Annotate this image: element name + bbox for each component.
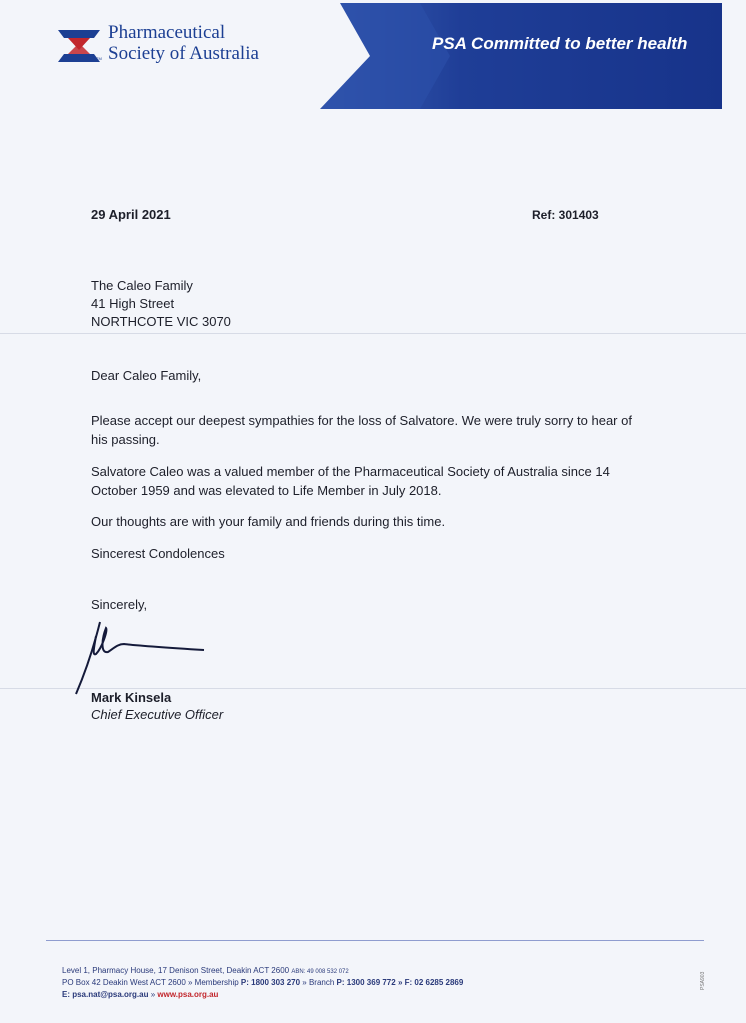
footer-abn: ABN: 49 008 532 072: [291, 969, 349, 975]
fold-crease-top: [0, 333, 746, 334]
footer-email: E: psa.nat@psa.org.au: [62, 990, 149, 999]
footer-separator: »: [148, 990, 158, 999]
footer-po-box: PO Box 42 Deakin West ACT 2600 » Membership: [62, 978, 241, 987]
footer-line1: [62, 966, 349, 977]
footer-website: www.psa.org.au: [157, 990, 219, 999]
signer-title: Chief Executive Officer: [91, 707, 224, 722]
signer-name: Mark Kinsela: [91, 690, 172, 705]
closing: Sincerely,: [91, 597, 148, 612]
footer-line3: [62, 990, 218, 1000]
letter-reference: Ref: 301403: [532, 208, 599, 222]
paragraph-line: his passing.: [91, 432, 160, 447]
psa-logo-icon: [56, 26, 102, 71]
paragraph-line: Our thoughts are with your family and friends during this time.: [91, 514, 446, 529]
fax-number: » F: 02 6285 2869: [395, 978, 464, 987]
footer-divider: [46, 940, 704, 941]
banner-tagline: PSA Committed to better health: [432, 34, 688, 53]
paragraph-line: October 1959 and was elevated to Life Member in July 2018.: [91, 483, 442, 498]
salutation: Dear Caleo Family,: [91, 368, 202, 383]
form-code: PSA903: [700, 971, 706, 990]
footer-line2: [62, 978, 463, 988]
paragraph-line: Sincerest Condolences: [91, 546, 225, 561]
paragraph-line: Please accept our deepest sympathies for the loss of Salvatore. We were truly sorry to hear of: [91, 413, 632, 428]
letter-date: 29 April 2021: [91, 207, 171, 222]
signature-icon: [72, 618, 212, 698]
logo-line2: Society of Australia: [108, 43, 259, 64]
branch-phone: P: 1300 369 772: [336, 978, 396, 987]
address-line: 41 High Street: [91, 296, 175, 311]
header-banner: [320, 3, 722, 109]
paragraph-line: Salvatore Caleo was a valued member of the Pharmaceutical Society of Australia since 14: [91, 464, 610, 479]
footer-address: Level 1, Pharmacy House, 17 Denison Street, Deakin ACT 2600: [62, 966, 290, 975]
logo-wordmark: [108, 22, 259, 64]
svg-text:TM: TM: [96, 56, 102, 61]
logo-line1: Pharmaceutical: [108, 22, 226, 43]
footer-branch-label: » Branch: [300, 978, 337, 987]
address-line: NORTHCOTE VIC 3070: [91, 314, 231, 329]
membership-phone: P: 1800 303 270: [240, 978, 301, 987]
address-line: The Caleo Family: [91, 278, 193, 293]
